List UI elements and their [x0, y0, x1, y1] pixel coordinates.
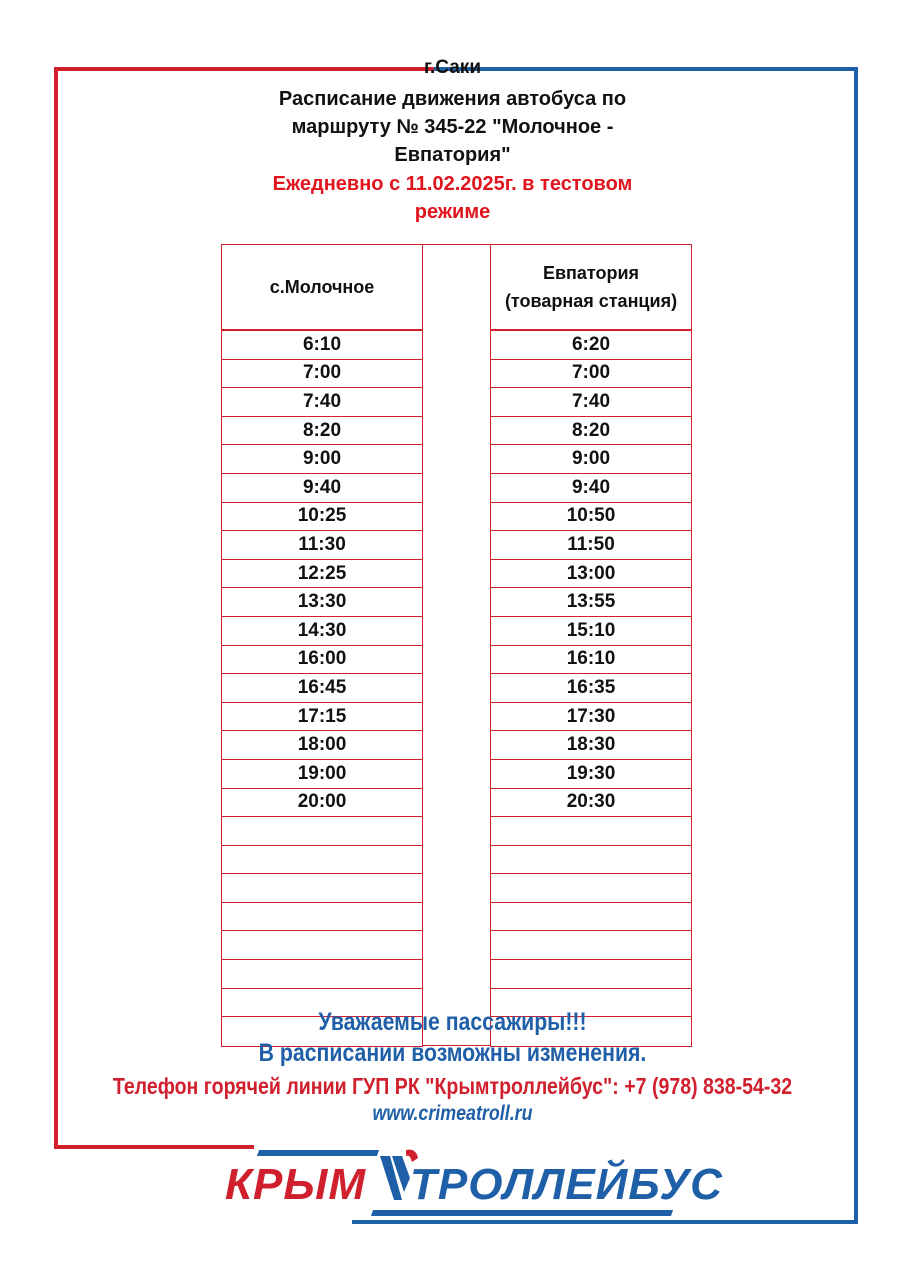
table-spacer-column [422, 244, 491, 1046]
header-line: (товарная станция) [504, 291, 678, 311]
time-cell: 6:20 [491, 331, 691, 360]
time-cell [222, 874, 422, 903]
time-cell: 20:30 [491, 789, 691, 818]
time-cell: 18:30 [491, 731, 691, 760]
time-cell: 10:50 [491, 503, 691, 532]
header-line: Евпатория [542, 263, 640, 283]
website-link[interactable]: www.crimeatroll.ru [372, 1102, 533, 1125]
frame-border-red-left [54, 67, 58, 1149]
time-cell: 17:15 [222, 703, 422, 732]
time-cell: 16:35 [491, 674, 691, 703]
time-cell: 20:00 [222, 789, 422, 818]
title-line: Расписание движения автобуса по [278, 88, 627, 110]
time-cell: 6:10 [222, 331, 422, 360]
time-cell: 19:30 [491, 760, 691, 789]
time-cell [491, 817, 691, 846]
time-cell: 16:10 [491, 646, 691, 675]
time-cell: 14:30 [222, 617, 422, 646]
time-cell [491, 874, 691, 903]
schedule-title [0, 85, 905, 169]
column-header-evpatoria [491, 245, 691, 331]
subtitle-line: режиме [414, 201, 491, 223]
time-cell: 15:10 [491, 617, 691, 646]
city-name: г.Саки [424, 57, 481, 78]
time-cell [222, 960, 422, 989]
time-cell: 16:45 [222, 674, 422, 703]
title-line: маршруту № 345-22 "Молочное - [291, 116, 614, 138]
logo-stripe [257, 1150, 379, 1156]
frame-border-blue-right [854, 67, 858, 1224]
time-cell [222, 846, 422, 875]
time-cell [491, 903, 691, 932]
time-cell [491, 931, 691, 960]
hotline-phone: Телефон горячей линии ГУП РК "Крымтроллейбус": +7 (978) 838-54-32 [112, 1073, 793, 1099]
title-line: Евпатория" [394, 144, 511, 166]
departures-molochnoe-column [221, 244, 423, 1047]
time-cell: 9:00 [222, 445, 422, 474]
column-header-molochnoe: с.Молочное [222, 245, 422, 331]
time-cell: 13:55 [491, 588, 691, 617]
time-cell: 13:30 [222, 588, 422, 617]
logo-stripe [371, 1210, 673, 1216]
time-cell [222, 931, 422, 960]
time-cell: 11:50 [491, 531, 691, 560]
time-cell: 17:30 [491, 703, 691, 732]
time-cell [222, 817, 422, 846]
time-cell: 8:20 [491, 417, 691, 446]
time-cell [491, 846, 691, 875]
time-cell: 10:25 [222, 503, 422, 532]
time-cell: 16:00 [222, 646, 422, 675]
time-cell: 7:00 [491, 360, 691, 389]
time-cell: 8:20 [222, 417, 422, 446]
time-cell: 13:00 [491, 560, 691, 589]
notice-passengers: Уважаемые пассажиры!!! [318, 1008, 587, 1036]
time-cell: 9:40 [222, 474, 422, 503]
time-cell: 11:30 [222, 531, 422, 560]
logo-text-trolleybus: ТРОЛЛЕЙБУС [410, 1160, 723, 1209]
logo-text-krym: КРЫМ [225, 1160, 367, 1209]
frame-border-red-bottom [54, 1145, 254, 1149]
time-cell: 7:40 [222, 388, 422, 417]
frame-border-blue-bottom [352, 1220, 858, 1224]
time-cell [491, 960, 691, 989]
time-cell [222, 903, 422, 932]
notice-changes: В расписании возможны изменения. [258, 1039, 647, 1067]
departures-evpatoria-column [490, 244, 692, 1047]
time-cell: 9:40 [491, 474, 691, 503]
time-cell: 12:25 [222, 560, 422, 589]
subtitle-line: Ежедневно с 11.02.2025г. в тестовом [272, 173, 633, 195]
time-cell: 19:00 [222, 760, 422, 789]
time-cell: 7:40 [491, 388, 691, 417]
schedule-subtitle [0, 170, 905, 226]
time-cell: 9:00 [491, 445, 691, 474]
time-cell: 7:00 [222, 360, 422, 389]
time-cell: 18:00 [222, 731, 422, 760]
